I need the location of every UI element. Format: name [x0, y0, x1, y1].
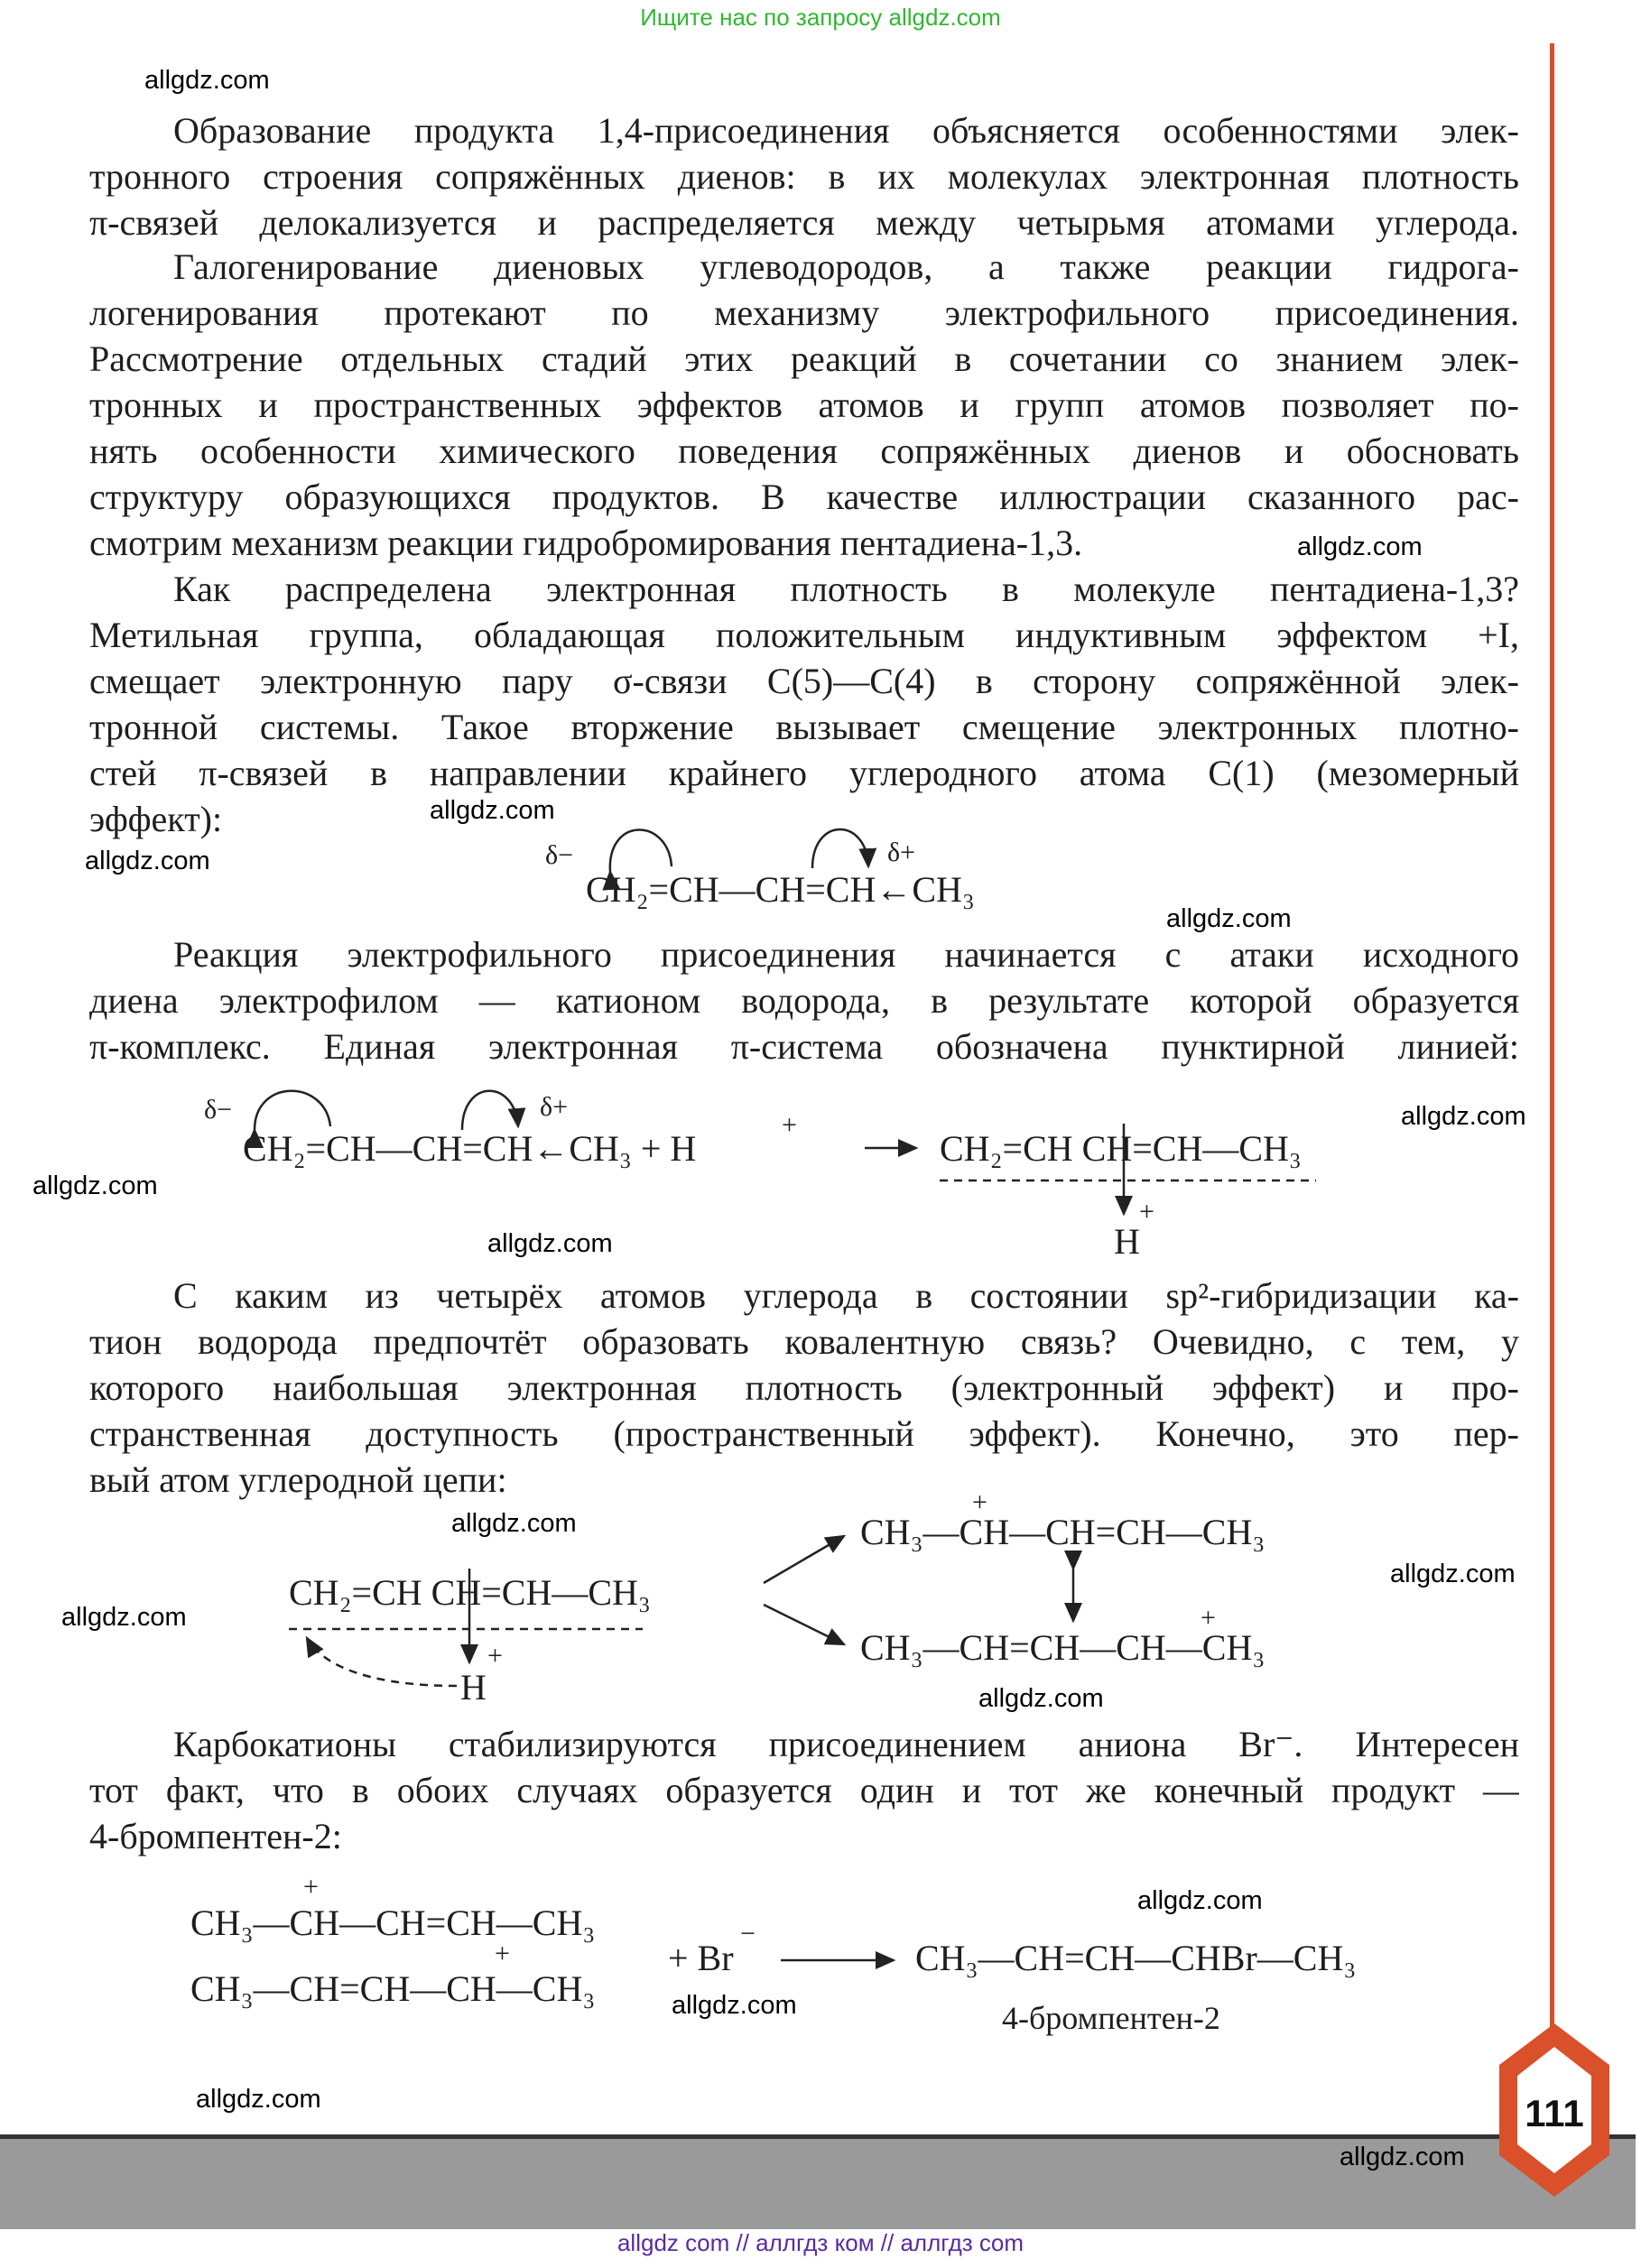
text-line: стей π-связей в направлении крайнего углеродного атома C(1) (мезомерный — [89, 753, 1519, 793]
bromide-reagent: + Br — [668, 1938, 734, 1978]
product-formula: CH₃—CH=CH—CHBr—CH₃ — [915, 1938, 1357, 1978]
proton-charge: + — [487, 1641, 503, 1671]
pi-complex-formula: CH₂=CH CH=CH—CH₃ — [289, 1572, 651, 1613]
electron-shift-arc — [812, 829, 868, 868]
electron-shift-arc — [462, 1091, 518, 1130]
proton-label: H — [1114, 1221, 1140, 1262]
watermark: allgdz.com — [144, 66, 270, 95]
bottom-site-links[interactable]: allgdz com // аллгдз ком // аллгдз com — [617, 2229, 1024, 2256]
reaction-arrow — [764, 1536, 844, 1583]
text-line: нять особенности химического поведения сопряжённых диенов и обосновать — [89, 430, 1519, 471]
text-line: Галогенирование диеновых углеводородов, а также реакции гидрога- — [173, 246, 1519, 287]
text-line: 4-бромпентен-2: — [89, 1816, 342, 1856]
cation-charge: + — [303, 1872, 319, 1902]
watermark: allgdz.com — [1297, 532, 1423, 561]
watermark: allgdz.com — [196, 2085, 321, 2114]
cation-charge: + — [1201, 1603, 1216, 1633]
pentadiene-formula: CH₂=CH—CH=CH←CH₃ — [586, 869, 975, 910]
carbocation-2: CH₃—CH=CH—CH—CH₃ — [860, 1627, 1266, 1668]
watermark: allgdz.com — [978, 1684, 1104, 1713]
text-line: смещает электронную пару σ-связи C(5)—C(4) в сторону сопряжённой элек- — [89, 661, 1519, 701]
carbocation-1: CH₃—CH—CH=CH—CH₃ — [860, 1512, 1266, 1552]
text-line: тион водорода предпочтёт образовать ковалентную связь? Очевидно, с тем, у — [89, 1321, 1519, 1362]
product-name: 4-бромпентен-2 — [1002, 2000, 1220, 2036]
text-line: тронных и пространственных эффектов атомов и групп атомов позволяет по- — [89, 384, 1519, 425]
watermark: allgdz.com — [487, 1229, 613, 1258]
top-search-banner[interactable]: Ищите нас по запросу allgdz.com — [640, 4, 1001, 31]
text-line: С каким из четырёх атомов углерода в состоянии sp²-гибридизации ка- — [173, 1275, 1519, 1316]
watermark: allgdz.com — [1137, 1886, 1263, 1915]
watermark: allgdz.com — [1390, 1560, 1516, 1588]
proton-return-arrow — [307, 1638, 457, 1686]
text-line: смотрим механизм реакции гидробромирования пентадиена-1,3. — [89, 523, 1083, 563]
text-line: Как распределена электронная плотность в молекуле пентадиена-1,3? — [173, 569, 1519, 609]
reactant-formula: CH₂=CH—CH=CH←CH₃ + H — [243, 1128, 697, 1169]
text-line: которого наибольшая электронная плотность (электронный эффект) и про- — [89, 1367, 1519, 1408]
text-line: логенирования протекают по механизму электрофильного присоединения. — [89, 292, 1519, 333]
watermark: allgdz.com — [1166, 904, 1292, 933]
watermark: allgdz.com — [61, 1603, 187, 1632]
watermark: allgdz.com — [85, 847, 210, 875]
watermark: allgdz.com — [32, 1171, 158, 1200]
text-line: Образование продукта 1,4-присоединения объясняется особенностями элек- — [173, 110, 1519, 151]
text-line: Метильная группа, обладающая положительным индуктивным эффектом +I, — [89, 615, 1519, 655]
bromide-charge: − — [740, 1919, 756, 1949]
watermark: allgdz.com — [672, 1991, 797, 2020]
watermark: allgdz.com — [1401, 1102, 1526, 1131]
delta-minus-label: δ− — [204, 1095, 233, 1125]
cation-charge: + — [495, 1939, 510, 1968]
carbocation-2: CH₃—CH=CH—CH—CH₃ — [190, 1968, 596, 2009]
text-line: Реакция электрофильного присоединения начинается с атаки исходного — [173, 934, 1519, 975]
text-line: странственная доступность (пространственный эффект). Конечно, это пер- — [89, 1413, 1519, 1454]
text-line: тронного строения сопряжённых диенов: в их молекулах электронная плотность — [89, 156, 1519, 197]
electron-shift-arc — [255, 1091, 330, 1130]
text-line: π-комплекс. Единая электронная π-система обозначена пунктирной линией: — [89, 1026, 1519, 1067]
watermark: allgdz.com — [1340, 2143, 1465, 2171]
pi-complex-formula: CH₂=CH CH=CH—CH₃ — [940, 1128, 1302, 1169]
text-line: π-связей делокализуется и распределяется между четырьмя атомами углерода. — [89, 202, 1519, 243]
proton-label: H — [460, 1667, 487, 1708]
delta-plus-label: δ+ — [540, 1092, 569, 1122]
text-line: диена электрофилом — катионом водорода, в результате которой образуется — [89, 980, 1519, 1021]
electron-shift-arc — [610, 829, 672, 872]
page-number: 111 — [1525, 2092, 1584, 2134]
text-line: тот факт, что в обоих случаях образуется один и тот же конечный продукт — — [89, 1770, 1519, 1810]
watermark: allgdz.com — [430, 796, 555, 825]
text-line: Карбокатионы стабилизируются присоединением аниона Br⁻. Интересен — [173, 1724, 1519, 1764]
h-charge: + — [782, 1110, 797, 1140]
text-line: вый атом углеродной цепи: — [89, 1459, 507, 1500]
carbocation-1: CH₃—CH—CH=CH—CH₃ — [190, 1902, 596, 1943]
text-line: Рассмотрение отдельных стадий этих реакций в сочетании со знанием элек- — [89, 338, 1519, 379]
watermark: allgdz.com — [451, 1509, 577, 1538]
text-line: структуру образующихся продуктов. В качестве иллюстрации сказанного рас- — [89, 477, 1519, 517]
reaction-arrow — [764, 1605, 844, 1644]
text-line: эффект): — [89, 799, 223, 839]
delta-plus-label: δ+ — [887, 838, 916, 867]
cation-charge: + — [972, 1487, 987, 1517]
text-line: тронной системы. Такое вторжение вызывает смещение электронных плотно- — [89, 707, 1519, 747]
proton-charge: + — [1139, 1197, 1154, 1227]
delta-minus-label: δ− — [545, 840, 574, 870]
